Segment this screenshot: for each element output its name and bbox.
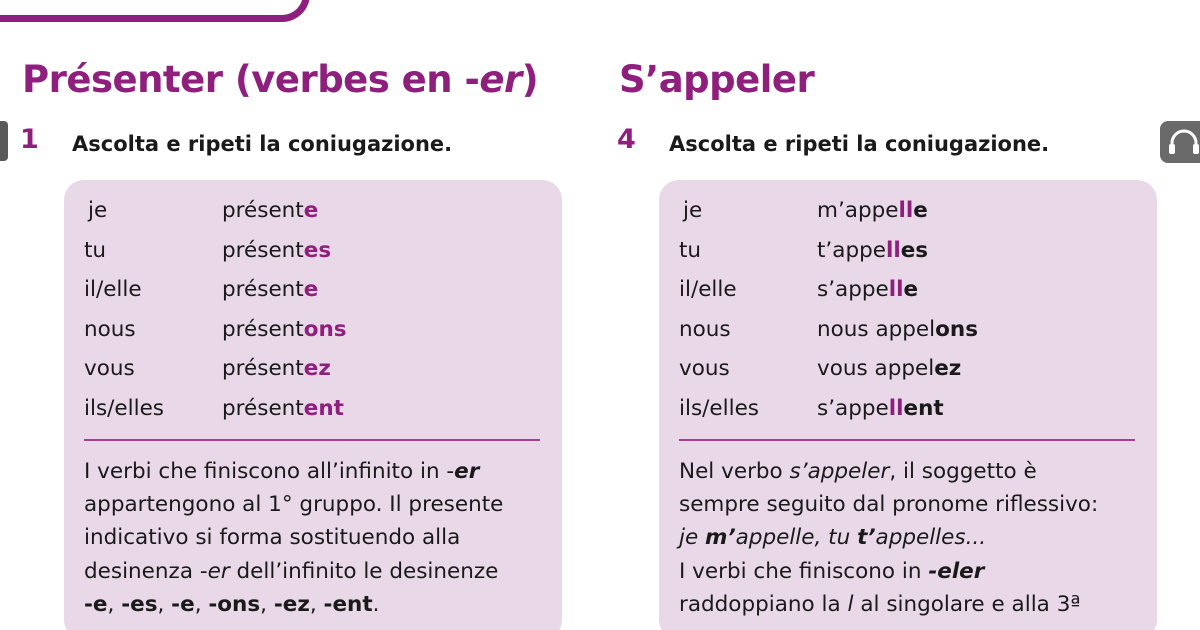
section-sappeler xyxy=(617,0,1137,630)
grammar-note: I verbi che finiscono all’infinito in -er appartengono al 1° gruppo. Il presente indicativo si forma sostituendo alla desinenza -er dell’infinito le desinenze -e, -es, -e, -ons, -ez, -ent. xyxy=(84,459,504,617)
conjugation-box xyxy=(659,180,1157,630)
verb-form: présente xyxy=(222,198,319,223)
pronoun: nous xyxy=(679,316,731,342)
conjugation-box xyxy=(64,180,562,630)
exercise-instruction: Ascolta e ripeti la coniugazione. xyxy=(72,132,453,156)
exercise-number: 1 xyxy=(20,124,39,155)
divider xyxy=(84,439,540,441)
left-page-tab[interactable] xyxy=(0,121,8,161)
section-title-sappeler: S’appeler xyxy=(619,58,815,101)
verb-form: présentes xyxy=(222,237,332,263)
verb-form: s’appellent xyxy=(817,395,944,421)
exercise-header-4 xyxy=(617,124,1137,164)
exercise-instruction: Ascolta e ripeti la coniugazione. xyxy=(669,132,1050,156)
verb-form: s’appelle xyxy=(817,277,919,302)
verb-form: m’appelle xyxy=(817,198,928,223)
verb-form: t’appelles xyxy=(817,237,929,263)
headphones-icon xyxy=(1167,129,1200,155)
grammar-note: Nel verbo s’appeler, il soggetto è sempre seguito dal pronome riflessivo: je m’appelle, tu t’appelles... I verbi che finiscono in -eler raddoppiano la l al singolare e alla 3ª xyxy=(679,459,1099,617)
verb-form: présentons xyxy=(222,316,347,342)
pronoun: vous xyxy=(84,356,135,381)
section-title-presenter: Présenter (verbes en -er) xyxy=(22,58,539,101)
verb-form: présentez xyxy=(222,356,331,381)
verb-form: vous appelez xyxy=(817,356,962,381)
pronoun: nous xyxy=(84,316,136,342)
audio-button[interactable] xyxy=(1160,121,1200,163)
divider xyxy=(679,439,1135,441)
verb-form: nous appelons xyxy=(817,316,978,342)
pronoun: je xyxy=(683,198,703,223)
pronoun: vous xyxy=(679,356,730,381)
pronoun: il/elle xyxy=(84,277,142,302)
pronoun: il/elle xyxy=(679,277,737,302)
pronoun: je xyxy=(88,198,108,223)
pronoun: ils/elles xyxy=(84,395,164,421)
exercise-header-1 xyxy=(20,124,540,164)
verb-form: présente xyxy=(222,277,319,302)
section-presenter xyxy=(20,0,540,630)
exercise-number: 4 xyxy=(617,124,636,155)
verb-form: présentent xyxy=(222,395,344,421)
pronoun: ils/elles xyxy=(679,395,759,421)
pronoun: tu xyxy=(679,237,702,263)
pronoun: tu xyxy=(84,237,107,263)
